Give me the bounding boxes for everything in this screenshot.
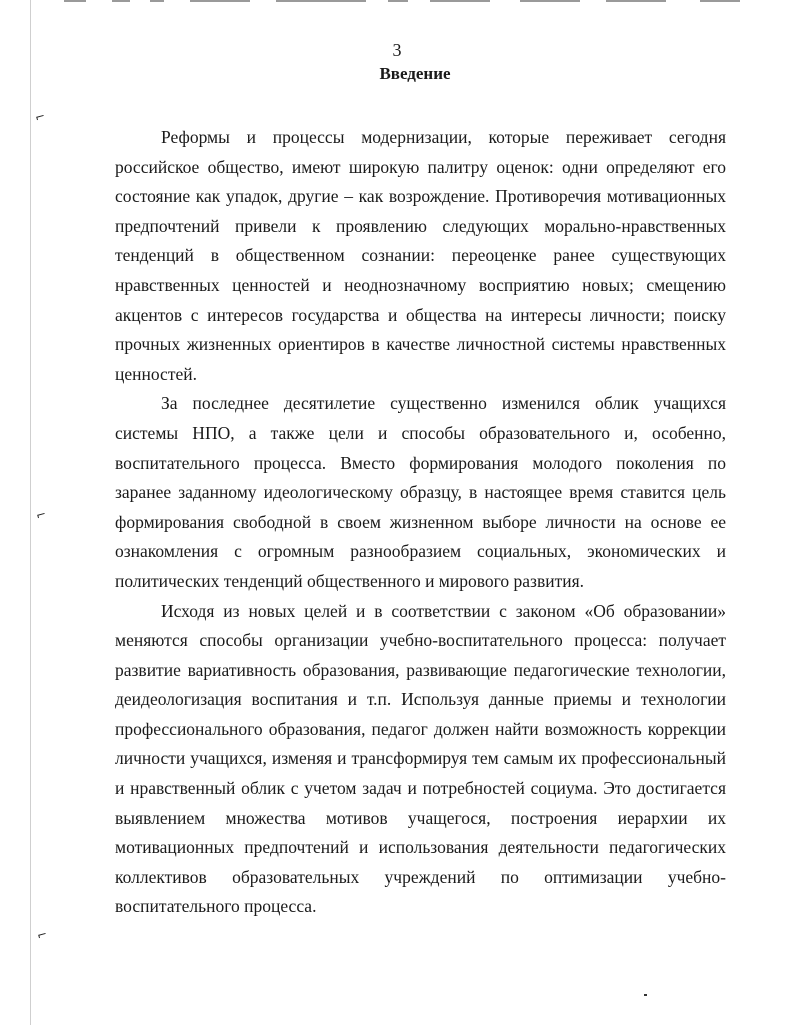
scan-mark-middle: ⌐ xyxy=(34,506,48,524)
scan-left-edge xyxy=(30,0,31,1025)
scan-mark-top: ⌐ xyxy=(33,108,47,126)
page-title: Введение xyxy=(379,64,451,83)
paragraph-3: Исходя из новых целей и в соответствии с законом «Об образовании» меняются способы организации учебно-воспитательного процесса: получает развитие вариативность образования, развивающие педагогические технологии, деидеологизация воспитания и т.п. Используя данные приемы и технологии профессионального образования, педагог должен найти возможность коррекции личности учащихся, изменяя и трансформируя тем самым их профессиональный и нравственный облик с учетом задач и потребностей социума. Это достигается выявлением множества мотивов учащегося, построения иерархии их мотивационных предпочтений и использования деятельности педагогических коллективов образовательных учреждений по оптимизации учебно-воспитательного процесса. xyxy=(115,600,726,917)
page-number: 3 xyxy=(392,40,402,60)
scan-top-edge xyxy=(0,0,794,6)
paragraph-1: Реформы и процессы модернизации, которые переживает сегодня российское общество, имеют широкую палитру оценок: одни определяют его состояние как упадок, другие – как возрождение. Противоречия мотивационных предпочтений привели к проявлению следующих морально-нравственных тенденций в общественном сознании: переоценке ранее существующих нравственных ценностей и неоднозначному восприятию новых; смещению акцентов с интересов государства и общества на интересы личности; поиску прочных жизненных ориентиров в качестве личностной системы нравственных ценностей. xyxy=(115,127,726,384)
paragraph-2: За последнее десятилетие существенно изменился облик учащихся системы НПО, а также цели и способы образовательного и, особенно, воспитательного процесса. Вместо формирования молодого поколения по заранее заданному идеологическому образцу, в настоящее время ставится цель формирования свободной в своем жизненном выборе личности на основе ее ознакомления с огромным разнообразием социальных, экономических и политических тенденций общественного и мирового развития. xyxy=(115,393,726,591)
scan-speck xyxy=(644,994,647,996)
scan-mark-bottom: ⌐ xyxy=(35,926,49,944)
body-text xyxy=(115,123,726,922)
